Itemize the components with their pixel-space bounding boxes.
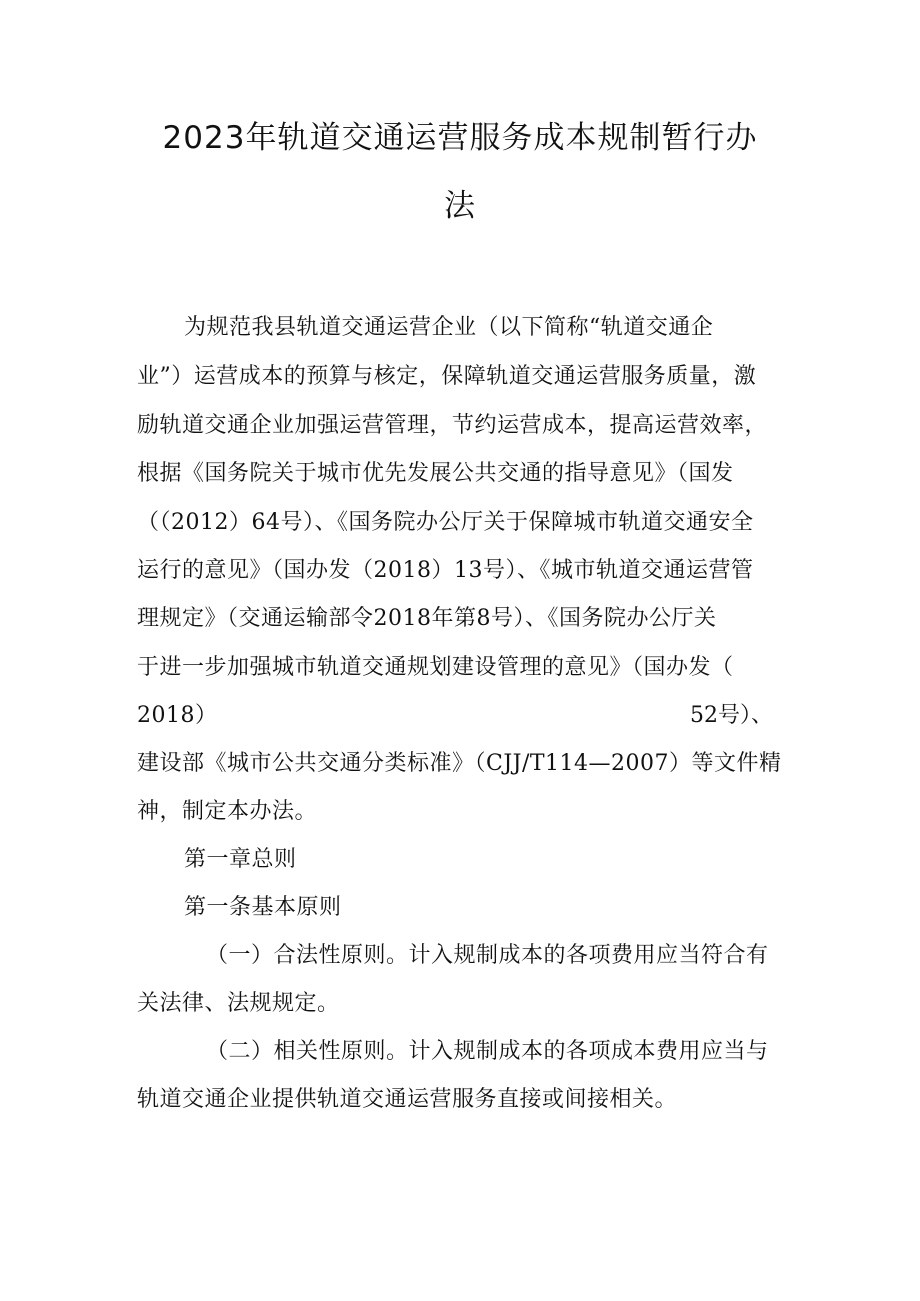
document-title-line-2: 法 xyxy=(444,188,476,224)
document-title-line-1: 2023年轨道交通运营服务成本规制暂行办 xyxy=(162,120,758,156)
paragraph-line: （（2012）64号）、《国务院办公厅关于保障城市轨道交通安全 xyxy=(137,510,754,535)
chapter-heading: 第一章总则 xyxy=(184,847,297,872)
paragraph-line: 为规范我县轨道交通运营企业（以下简称“轨道交通企 xyxy=(184,315,714,340)
paragraph-line: 关法律、法规规定。 xyxy=(137,991,340,1016)
paragraph-line: 业”）运营成本的预算与核定，保障轨道交通运营服务质量，激 xyxy=(137,364,757,389)
paragraph-line: 运行的意见》（国办发（2018）13号）、《城市轨道交通运营管 xyxy=(137,558,754,583)
paragraph-line: 根据《国务院关于城市优先发展公共交通的指导意见》（国发 xyxy=(137,461,734,486)
paragraph-line: 励轨道交通企业加强运营管理，节约运营成本，提高运营效率， xyxy=(137,413,768,438)
paragraph-line: 于进一步加强城市轨道交通规划建设管理的意见》（国办发（ xyxy=(137,655,734,680)
paragraph-line: 建设部《城市公共交通分类标准》（CJJ/T114—2007）等文件精 xyxy=(137,751,782,776)
article-heading: 第一条基本原则 xyxy=(184,895,342,920)
paragraph-line: 2018） xyxy=(137,703,218,728)
paragraph-line: 轨道交通企业提供轨道交通运营服务直接或间接相关。 xyxy=(137,1087,678,1112)
paragraph-line-right: 52号）、 xyxy=(690,703,773,728)
paragraph-line: 理规定》（交通运输部令2018年第8号）、《国务院办公厅关 xyxy=(137,606,717,631)
paragraph-line: 神，制定本办法。 xyxy=(137,799,318,824)
paragraph-line: （二）相关性原则。计入规制成本的各项成本费用应当与 xyxy=(206,1039,769,1064)
paragraph-line: （一）合法性原则。计入规制成本的各项费用应当符合有 xyxy=(206,943,769,968)
